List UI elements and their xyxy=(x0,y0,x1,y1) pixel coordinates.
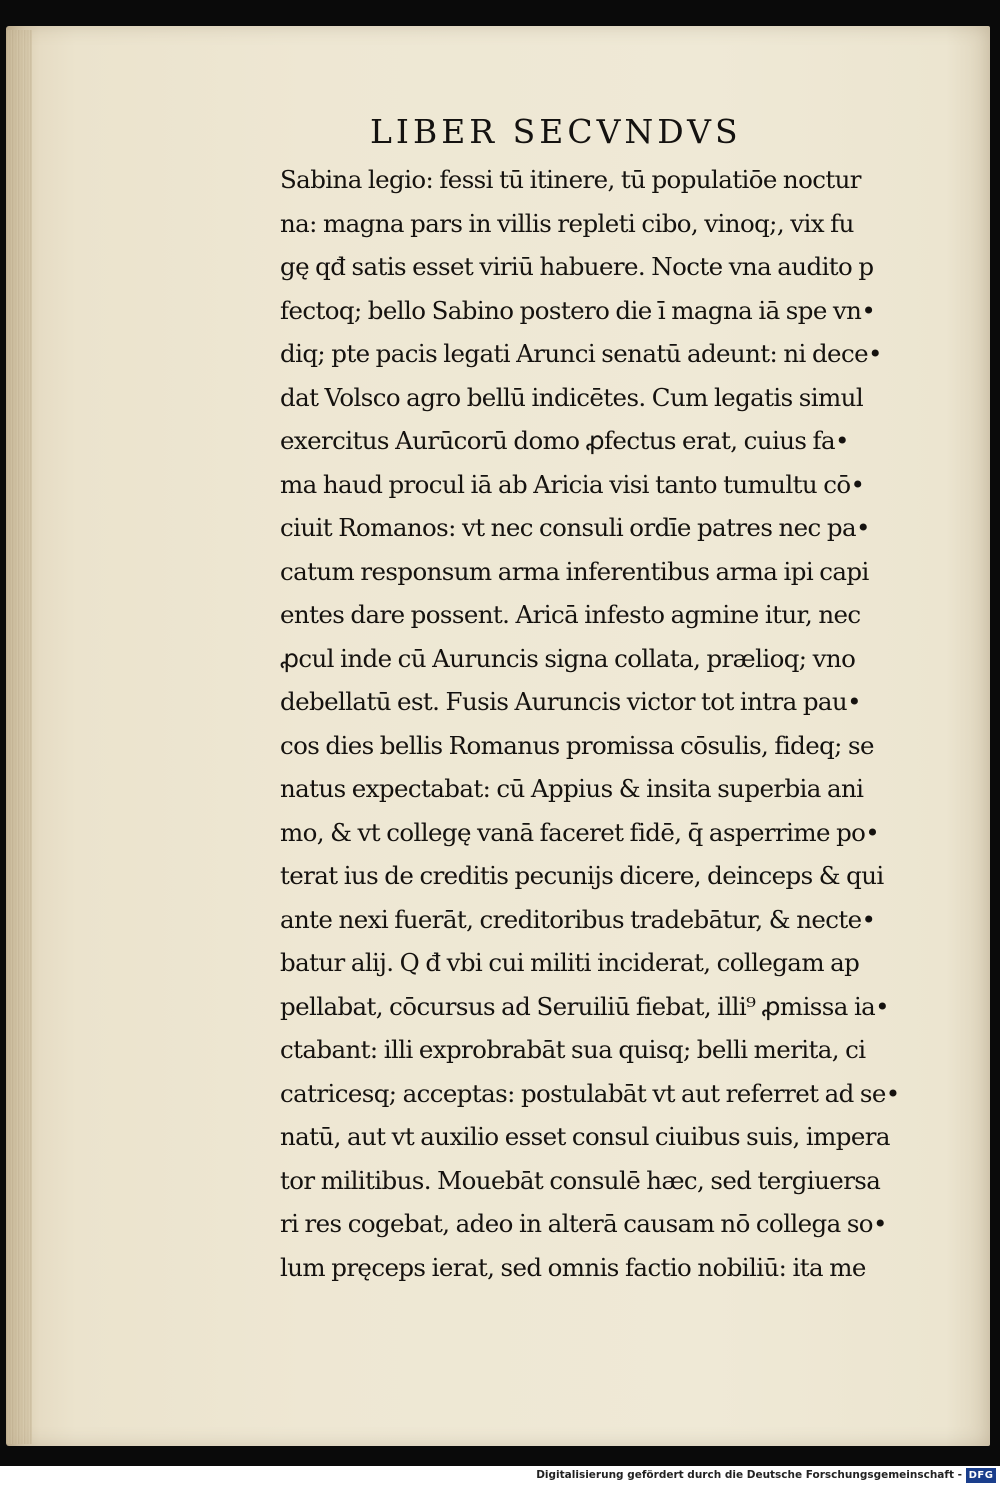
text-line: na: magna pars in villis repleti cibo, vinoq;, vix fu xyxy=(280,208,854,238)
text-line: terat ius de creditis pecunijs dicere, deinceps & qui xyxy=(280,861,884,890)
digitization-footer xyxy=(0,1466,1000,1486)
text-line: fectoq; bello Sabino postero die ī magna iā spe vn• xyxy=(280,295,876,325)
text-line: catricesq; acceptas: postulabāt vt aut referret ad se• xyxy=(280,1078,900,1108)
text-line: debellatū est. Fusis Auruncis victor tot intra pau• xyxy=(280,687,861,716)
text-line: entes dare possent. Aricā infesto agmine itur, nec xyxy=(280,600,861,629)
text-line: batur alij. Q đ vbi cui militi inciderat, collegam ap xyxy=(280,948,860,977)
text-line: tor militibus. Mouebāt consulē hæc, sed tergiuersa xyxy=(280,1165,881,1195)
text-line: lum pręceps ierat, sed omnis factio nobiliū: ita me xyxy=(280,1252,866,1282)
funding-credit: Digitalisierung gefördert durch die Deutsche Forschungsgemeinschaft - xyxy=(536,1469,962,1481)
text-line: ante nexi fuerāt, creditoribus tradebātur, & necte• xyxy=(280,904,876,934)
running-head: LIBER SECVNDVS xyxy=(370,112,742,151)
text-line: diq; pte pacis legati Arunci senatū adeunt: ni dece• xyxy=(280,339,882,368)
text-line: exercitus Aurūcorū domo ꝓfectus erat, cuius fa• xyxy=(280,426,849,455)
text-line: dat Volsco agro bellū indicētes. Cum legatis simul xyxy=(280,382,864,412)
text-line: cos dies bellis Romanus promissa cōsulis, fideq; se xyxy=(280,730,874,760)
text-line: natū, aut vt auxilio esset consul ciuibus suis, impera xyxy=(280,1122,890,1151)
text-line: Sabina legio: fessi tū itinere, tū populatiōe noctur xyxy=(280,165,861,194)
text-line: pellabat, cōcursus ad Seruiliū fiebat, illi⁹ ꝓmissa ia• xyxy=(280,991,890,1021)
text-line: mo, & vt collegę vanā faceret fidē, q̄ asperrime po• xyxy=(280,817,880,847)
text-line: natus expectabat: cū Appius & insita superbia ani xyxy=(280,774,864,803)
body-text-block xyxy=(280,158,900,1289)
text-line: catum responsum arma inferentibus arma ipi capi xyxy=(280,556,869,586)
text-line: ꝓcul inde cū Auruncis signa collata, prælioq; vno xyxy=(280,643,856,673)
text-line: ma haud procul iā ab Aricia visi tanto tumultu cō• xyxy=(280,469,865,499)
page-edge-fore-edge xyxy=(6,30,32,1444)
text-line: gę qđ satis esset viriū habuere. Nocte vna audito p xyxy=(280,252,874,281)
text-line: ctabant: illi exprobrabāt sua quisq; belli merita, ci xyxy=(280,1035,866,1064)
dfg-logo: DFG xyxy=(966,1468,996,1483)
text-line: ciuit Romanos: vt nec consuli ordīe patres nec pa• xyxy=(280,513,870,542)
text-line: ri res cogebat, adeo in alterā causam nō collega so• xyxy=(280,1209,887,1238)
